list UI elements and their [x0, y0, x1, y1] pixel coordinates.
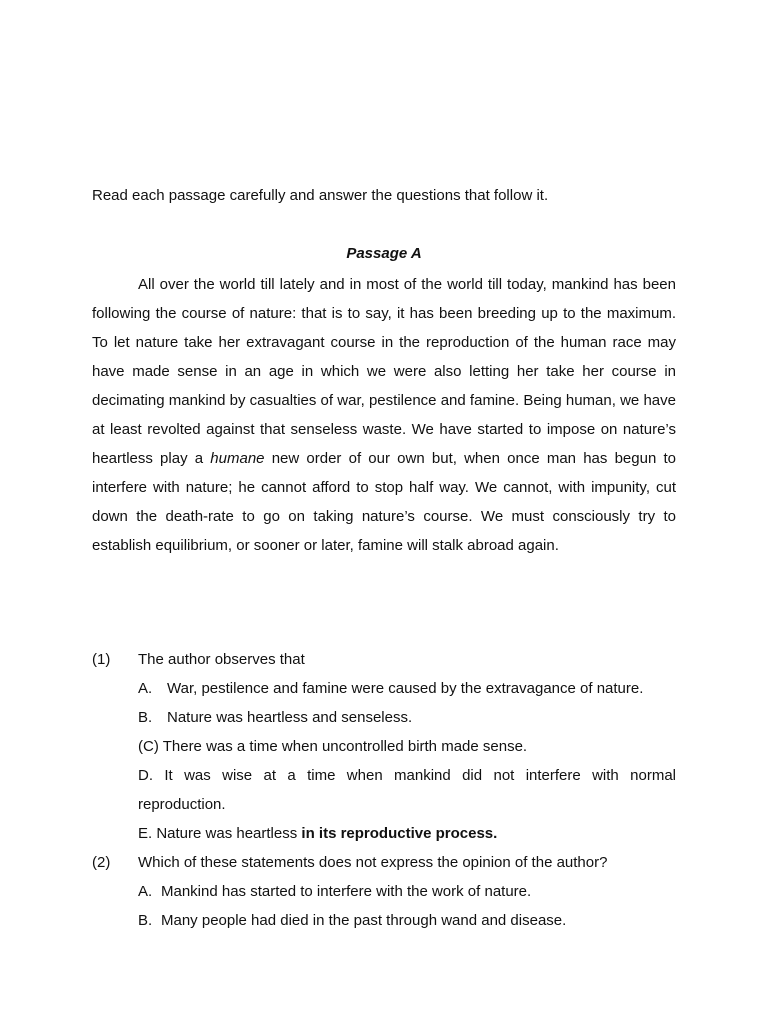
question-2-option-b	[138, 906, 676, 935]
option-letter: D.	[138, 767, 153, 784]
option-text: Mankind has started to interfere with the work of nature.	[161, 883, 532, 900]
question-text: The author observes that	[138, 651, 305, 668]
option-text-continued: reproduction.	[138, 796, 226, 813]
question-text: Which of these statements does not express the opinion of the author?	[138, 854, 608, 871]
passage-text-after: new order of our own but, when once man has begun to interfere with nature; he cannot afford to stop half way. We cannot, with impunity, cut down the death-rate to go on taking nature’s course. We must consciously try to establish equilibrium, or sooner or later, famine will stalk abroad again.	[92, 450, 676, 554]
passage-italic-word: humane	[210, 450, 265, 467]
question-number: (1)	[92, 651, 111, 668]
question-2-option-a	[138, 877, 676, 906]
option-text: Many people had died in the past through wand and disease.	[161, 912, 567, 929]
option-text: (C) There was a time when uncontrolled birth made sense.	[138, 738, 528, 755]
instruction-text: Read each passage carefully and answer the questions that follow it.	[92, 187, 549, 204]
passage-title: Passage A	[346, 245, 422, 262]
option-text: Nature was heartless and senseless.	[167, 709, 413, 726]
option-letter: B.	[138, 912, 153, 929]
option-bold-text: in its reproductive process.	[301, 825, 498, 842]
option-text: E. Nature was heartless	[138, 825, 302, 842]
option-letter: A.	[138, 883, 153, 900]
option-text: It was wise at a time when mankind did not interfere with normal	[164, 767, 676, 784]
question-1-option-d-line-1	[138, 761, 676, 790]
passage-text-before: All over the world till lately and in most of the world till today, mankind has been following the course of nature: that is to say, it has been breeding up to the maximum. To let nature take her extravagant course in the reproduction of the human race may have made sense in an age in which we were also letting her take her course in decimating mankind by casualties of war, pestilence and famine. Being human, we have at least revolted against that senseless waste. We have started to impose on nature’s heartless play a	[92, 276, 676, 467]
question-1-option-c	[138, 732, 676, 761]
question-number: (2)	[92, 854, 111, 871]
passage-body	[92, 270, 676, 560]
question-1-option-d-line-2	[138, 790, 676, 819]
option-text: War, pestilence and famine were caused by the extravagance of nature.	[167, 680, 644, 697]
question-1-option-a	[138, 674, 676, 703]
option-letter: B.	[138, 709, 153, 726]
option-letter: A.	[138, 680, 153, 697]
question-1-option-e	[138, 819, 676, 848]
question-1-option-b	[138, 703, 676, 732]
